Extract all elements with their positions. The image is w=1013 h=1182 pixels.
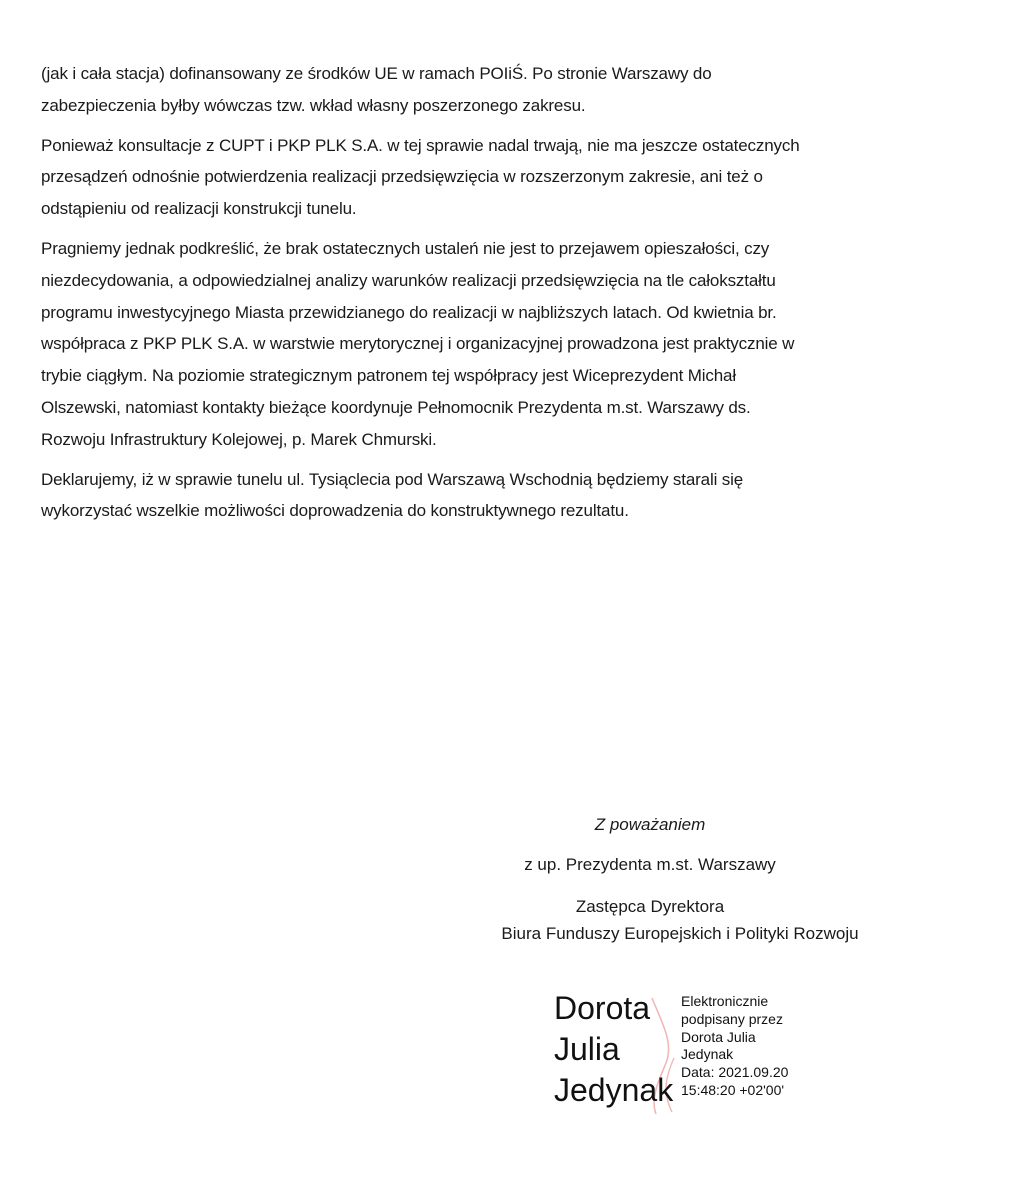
- text-line: zabezpieczenia byłby wówczas tzw. wkład własny poszerzonego zakresu.: [41, 95, 586, 115]
- signature-info-line: Elektronicznie: [681, 993, 769, 1009]
- text-line: współpraca z PKP PLK S.A. w warstwie merytorycznej i organizacyjnej prowadzona jest praktycznie w: [41, 334, 795, 354]
- text-line: Pragniemy jednak podkreślić, że brak ostatecznych ustaleń nie jest to przejawem opieszałości, czy: [41, 238, 770, 258]
- paragraph-cooperation: [41, 233, 961, 456]
- closing-on-behalf: z up. Prezydenta m.st. Warszawy: [524, 855, 776, 874]
- closing-salutation: Z poważaniem: [594, 815, 706, 834]
- text-line: niezdecydowania, a odpowiedzialnej analizy warunków realizacji przedsięwzięcia na tle całokształtu: [41, 270, 776, 290]
- signature-info-line: Jedynak: [681, 1046, 734, 1063]
- signatory-office: Biura Funduszy Europejskich i Polityki Rozwoju: [501, 924, 859, 943]
- signature-info-line: podpisany przez: [681, 1010, 783, 1027]
- text-line: programu inwestycyjnego Miasta przewidzianego do realizacji w najbliższych latach. Od kwietnia br.: [41, 302, 777, 322]
- text-line: Deklarujemy, iż w sprawie tunelu ul. Tysiąclecia pod Warszawą Wschodnią będziemy starali się: [41, 469, 744, 489]
- signer-first-name: Dorota: [554, 990, 651, 1026]
- text-line: Olszewski, natomiast kontakty bieżące koordynuje Pełnomocnik Prezydenta m.st. Warszawy ds.: [41, 397, 751, 417]
- text-line: (jak i cała stacja) dofinansowany ze środków UE w ramach POIiŚ. Po stronie Warszawy do: [41, 64, 712, 83]
- signer-middle-name: Julia: [554, 1031, 620, 1067]
- signature-date: Data: 2021.09.20: [681, 1064, 789, 1081]
- text-line: wykorzystać wszelkie możliwości doprowadzenia do konstruktywnego rezultatu.: [41, 501, 629, 521]
- signatory-position: Zastępca Dyrektora: [575, 897, 725, 916]
- paragraph-declaration: [41, 464, 961, 528]
- signer-last-name: Jedynak: [554, 1072, 674, 1108]
- signature-details: [681, 993, 788, 1100]
- text-line: odstąpieniu od realizacji konstrukcji tunelu.: [41, 199, 357, 219]
- signer-name: [554, 988, 673, 1111]
- letter-body: [41, 58, 961, 535]
- electronic-signature: [554, 988, 824, 1123]
- paragraph-funding: [41, 58, 961, 122]
- text-line: Ponieważ konsultacje z CUPT i PKP PLK S.A. w tej sprawie nadal trwają, nie ma jeszcze ostatecznych: [41, 135, 800, 155]
- paragraph-consultations: [41, 130, 961, 225]
- text-line: trybie ciągłym. Na poziomie strategicznym patronem tej współpracy jest Wiceprezydent Michał: [41, 366, 736, 386]
- signature-info-line: Dorota Julia: [681, 1028, 756, 1045]
- text-line: przesądzeń odnośnie potwierdzenia realizacji przedsięwzięcia w rozszerzonym zakresie, ani też o: [41, 167, 763, 187]
- text-line: Rozwoju Infrastruktury Kolejowej, p. Marek Chmurski.: [41, 429, 437, 449]
- signature-time: 15:48:20 +02'00': [681, 1081, 785, 1098]
